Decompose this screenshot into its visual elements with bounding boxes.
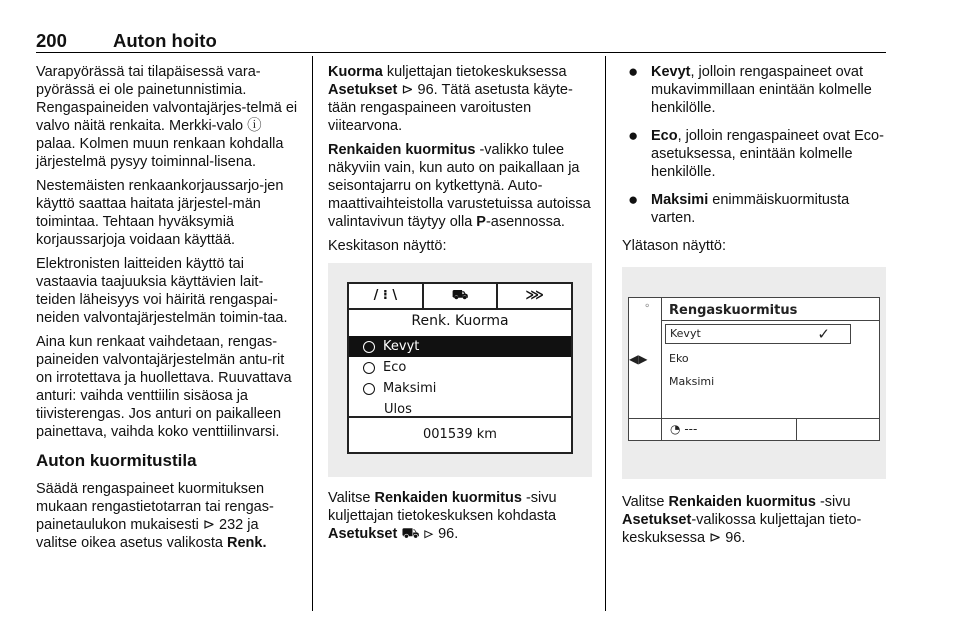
- display-screen: [347, 282, 573, 454]
- paragraph: Nestemäisten renkaankorjaussarjo-jen käyttö saattaa haitata järjestel-män toimintaa. Tehtaan hyväksymiä korjaussarjoja voidaan käyttää.: [36, 178, 284, 248]
- paragraph: Aina kun renkaat vaihdetaan, rengas-paineiden valvontajärjestelmän antu-rit on irrotettava ja huollettava. Ruuvattava anturi: vaihda venttiilin sisäosa ja tiivisterengas. Jos anturi on paikalleen painettava, vaihda koko venttiilinvarsi.: [36, 334, 292, 440]
- column-divider-2: [605, 56, 606, 611]
- page-header: [36, 30, 886, 52]
- menu-item-kevyt: Kevyt: [349, 336, 571, 357]
- menu-item-maksimi: Maksimi: [669, 375, 715, 388]
- list-item: ● Maksimi enimmäiskuormitusta varten.: [628, 190, 850, 226]
- checkmark-icon: ✓: [817, 325, 830, 343]
- menu-item-eco: Eco: [349, 357, 571, 378]
- right-column: [622, 63, 886, 553]
- screen-title: Rengaskuormitus: [669, 303, 798, 318]
- display-screen: [628, 297, 880, 441]
- header-rule: [36, 52, 886, 53]
- list-item: ● Kevyt, jolloin rengaspaineet ovat mukavimmillaan enintään kolmelle henkilölle.: [628, 62, 872, 116]
- left-right-arrows-icon: ◀▶: [629, 352, 648, 366]
- paragraph: Valitse Renkaiden kuormitus -sivu kuljettajan tietokeskuksen kohdasta Asetukset ⛟ ⊳ 96.: [328, 490, 557, 542]
- tab-road-icon: ⋙: [525, 288, 544, 303]
- radio-icon: [363, 341, 375, 353]
- upper-level-display-figure: [622, 267, 886, 479]
- paragraph: Säädä rengaspaineet kuormituksen mukaan rengastietotarran tai rengas-painetaulukon mukaisesti ⊳ 232 ja valitse oikea asetus valikosta Renk.: [36, 481, 274, 551]
- tab-tools-icon: / ⁝ \: [373, 288, 398, 303]
- page-number: 200: [36, 30, 67, 51]
- left-column: [36, 63, 302, 558]
- paragraph: Elektronisten laitteiden käyttö tai vastaavia taajuuksia käyttävien lait-teiden läheisyys voi häiritä rengaspai-neiden valvontajärjestelmän toimin-taa.: [36, 256, 288, 326]
- paragraph: Kuorma kuljettajan tietokeskuksessa Asetukset ⊳ 96. Tätä asetusta käyte-tään rengaspaineen varoitusten viitearvona.: [328, 64, 573, 134]
- gauge-icon: ◔: [670, 422, 681, 436]
- mid-level-display-figure: [328, 263, 592, 477]
- paragraph: Valitse Renkaiden kuormitus -sivu Asetukset-valikossa kuljettajan tieto-keskuksessa ⊳ 96.: [622, 494, 862, 546]
- radio-icon: [363, 383, 375, 395]
- menu-item-kevyt: Kevyt ✓: [665, 324, 851, 344]
- paragraph: Keskitason näyttö:: [328, 238, 447, 254]
- radio-icon: [363, 362, 375, 374]
- tab-car-icon: ⛟: [422, 284, 499, 308]
- footer-status: ◔ ---: [661, 418, 797, 440]
- list-item: ● Eco, jolloin rengaspaineet ovat Eco-asetuksessa, enintään kolmelle henkilölle.: [628, 126, 884, 180]
- paragraph: Ylätason näyttö:: [622, 238, 726, 254]
- screen-title: Renk. Kuorma: [411, 313, 509, 329]
- menu-item-ulos: Ulos: [384, 401, 412, 417]
- menu-item-maksimi: Maksimi: [349, 378, 571, 399]
- menu-item-eko: Eko: [669, 352, 689, 365]
- page-title: Auton hoito: [113, 30, 217, 51]
- title-rule: [662, 320, 879, 321]
- paragraph: Varapyörässä tai tilapäisessä vara-pyörässä ei ole painetunnistimia. Rengaspaineiden valvontajärjes-telmä ei valvo näitä renkaita. Merkki-valo ⓘ palaa. Kolmen muun renkaan kohdalla järjestelmä pysyy toiminnal-lisena.: [36, 64, 298, 170]
- option-list: [622, 63, 886, 227]
- column-divider-1: [312, 56, 313, 611]
- odometer: 001539 km: [349, 416, 571, 452]
- paragraph: Renkaiden kuormitus -valikko tulee näkyviin vain, kun auto on paikallaan ja seisontajarru on kytkettynä. Auto-maattivaihteistolla varustetuissa autoissa valintavivun täytyy olla P-asennossa.: [328, 142, 591, 230]
- section-heading: Auton kuormitustila: [36, 451, 197, 470]
- page-icon: ⚬: [643, 301, 652, 312]
- tab-row: [349, 284, 571, 310]
- middle-column: [328, 63, 593, 549]
